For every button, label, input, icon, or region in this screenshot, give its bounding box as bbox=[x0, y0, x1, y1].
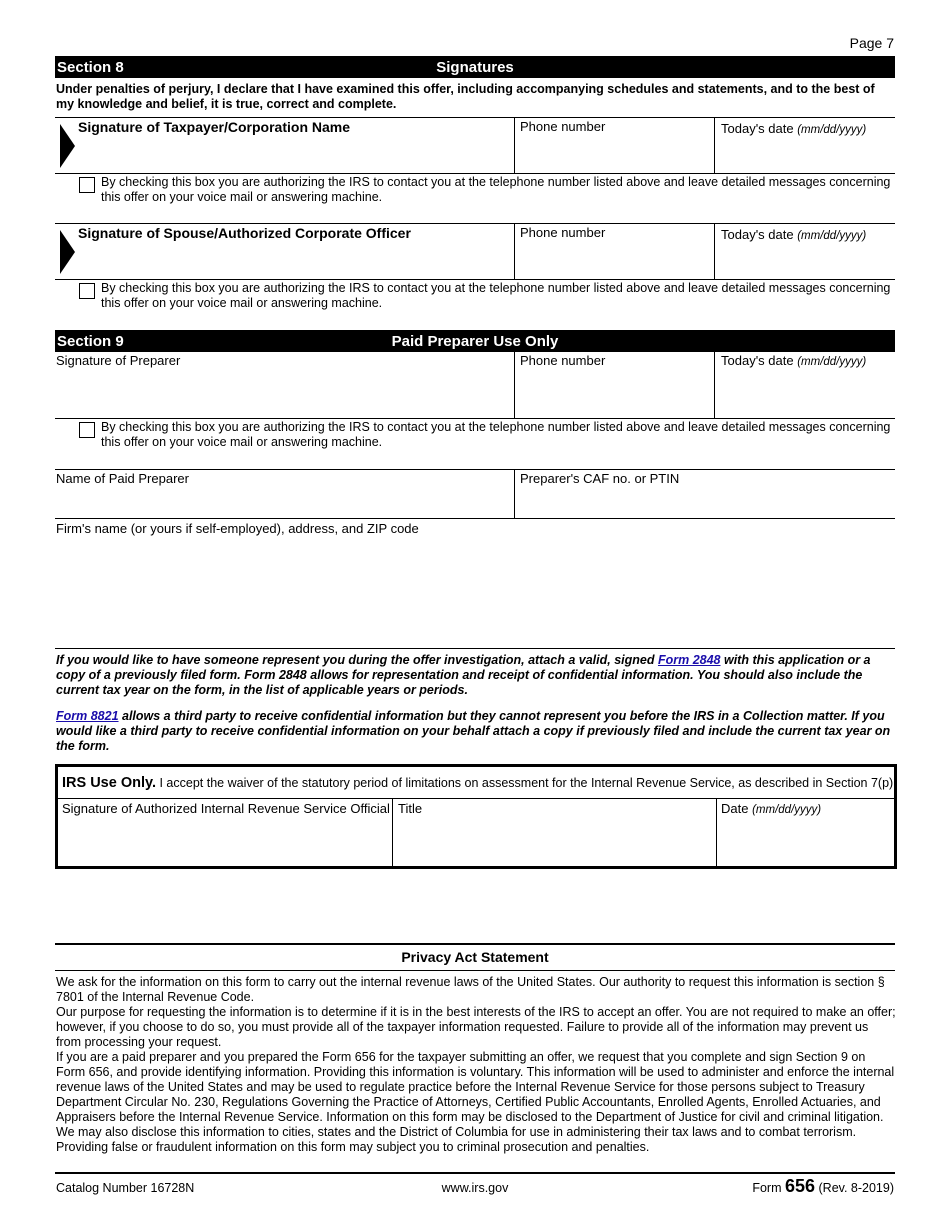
date-label: Today's date bbox=[721, 121, 794, 136]
page-number: Page 7 bbox=[849, 35, 894, 51]
section-8-header bbox=[55, 56, 895, 78]
date-format: (mm/dd/yyyy) bbox=[797, 124, 867, 136]
section-8-title: Signatures bbox=[436, 59, 514, 76]
preparer-name-field[interactable]: Name of Paid Preparer bbox=[56, 471, 189, 486]
preparer-contact-checkbox[interactable] bbox=[79, 422, 95, 438]
form-identifier: Form 656 (Rev. 8-2019) bbox=[752, 1176, 894, 1196]
preparer-date-field[interactable] bbox=[721, 353, 866, 368]
taxpayer-contact-text: By checking this box you are authorizing the IRS to contact you at the telephone number listed above and leave detailed messages concerning this offer on your voice mail or answering machine. bbox=[101, 175, 891, 204]
spouse-date-field[interactable] bbox=[721, 227, 866, 242]
privacy-paragraph: If you are a paid preparer and you prepared the Form 656 for the taxpayer submitting an offer, we request that you complete and sign Section 9 on Form 656, and provide identifying information. Providing this information is voluntary. This information will be used to administer and enforce the internal revenue laws of the United States and may be used to regulate practice before the Internal Revenue Service for those persons subject to Treasury Department Circular No. 230, Regulations Governing the Practice of Attorneys, Certified Public Accountants, Enrolled Agents, Enrolled Actuaries, and Appraisers before the Internal Revenue Service. Information on this form may be disclosed to the Department of Justice for civil and criminal litigation. bbox=[56, 1050, 895, 1124]
catalog-number: Catalog Number 16728N bbox=[56, 1181, 195, 1195]
date-label: Today's date bbox=[721, 353, 794, 368]
spouse-phone-field[interactable]: Phone number bbox=[520, 225, 606, 240]
irs-waiver-statement: IRS Use Only. I accept the waiver of the statutory period of limitations on assessment for the Internal Revenue Service, as described in Section 7(p). bbox=[62, 775, 897, 791]
irs-website-link[interactable]: www.irs.gov bbox=[441, 1181, 509, 1195]
privacy-paragraph: Our purpose for requesting the information is to determine if it is in the best interests of the IRS to accept an offer. You are not required to make an offer; however, if you choose to do so, you must provide all of the taxpayer information requested. Failure to provide all of the information may prevent us from processing your request. bbox=[56, 1005, 896, 1049]
spouse-contact-checkbox[interactable] bbox=[79, 283, 95, 299]
privacy-act-title: Privacy Act Statement bbox=[401, 949, 549, 965]
irs-date-field[interactable]: Date (mm/dd/yyyy) bbox=[721, 801, 822, 816]
privacy-paragraph: We may also disclose this information to cities, states and the District of Columbia for use in administering their tax laws and to combat terrorism. bbox=[56, 1125, 857, 1139]
privacy-paragraph: We ask for the information on this form to carry out the internal revenue laws of the United States. Our authority to request this information is section § 7801 of the Internal Revenue Code. bbox=[56, 975, 885, 1004]
preparer-contact-text: By checking this box you are authorizing the IRS to contact you at the telephone number listed above and leave detailed messages concerning this offer on your voice mail or answering machine. bbox=[101, 420, 891, 449]
sign-here-arrow-icon bbox=[60, 230, 75, 274]
taxpayer-date-field[interactable] bbox=[721, 121, 866, 136]
irs-title-field[interactable]: Title bbox=[398, 801, 423, 816]
section-8-label: Section 8 bbox=[57, 59, 124, 76]
firm-info-field[interactable]: Firm's name (or yours if self-employed), address, and ZIP code bbox=[56, 521, 419, 536]
spouse-contact-text: By checking this box you are authorizing the IRS to contact you at the telephone number listed above and leave detailed messages concerning this offer on your voice mail or answering machine. bbox=[101, 281, 891, 310]
privacy-paragraph: Providing false or fraudulent information on this form may subject you to criminal prosecution and penalties. bbox=[56, 1140, 650, 1154]
taxpayer-contact-checkbox[interactable] bbox=[79, 177, 95, 193]
preparer-caf-field[interactable]: Preparer's CAF no. or PTIN bbox=[520, 471, 680, 486]
privacy-act-body bbox=[56, 975, 896, 1155]
form-2848-note: If you would like to have someone represent you during the offer investigation, attach a valid, signed Form 2848 with this application or a copy of a previously filed form. Form 2848 allows for representation and receipt of confidential information. You should also include the current tax year on the form, in the list of applicable years or periods. bbox=[56, 653, 871, 697]
spouse-signature-field[interactable]: Signature of Spouse/Authorized Corporate Officer bbox=[78, 225, 411, 241]
taxpayer-signature-field[interactable]: Signature of Taxpayer/Corporation Name bbox=[78, 119, 351, 135]
preparer-signature-field[interactable]: Signature of Preparer bbox=[56, 353, 181, 368]
form-8821-note: Form 8821 allows a third party to receive confidential information but they cannot represent you before the IRS in a Collection matter. If you would like a third party to receive confidential information on your behalf attach a copy if previously filed and include the current tax year on the form. bbox=[56, 709, 891, 753]
date-label: Today's date bbox=[721, 227, 794, 242]
preparer-phone-field[interactable]: Phone number bbox=[520, 353, 606, 368]
taxpayer-phone-field[interactable]: Phone number bbox=[520, 119, 606, 134]
irs-official-signature-field[interactable]: Signature of Authorized Internal Revenue Service Official bbox=[62, 801, 390, 816]
irs-use-only-box bbox=[55, 764, 897, 869]
section-9-label: Section 9 bbox=[57, 333, 124, 350]
section-9-title: Paid Preparer Use Only bbox=[391, 333, 559, 350]
sign-here-arrow-icon bbox=[60, 124, 75, 168]
form-2848-link[interactable]: Form 2848 bbox=[657, 653, 721, 667]
section-9-header bbox=[55, 330, 895, 352]
date-format: (mm/dd/yyyy) bbox=[797, 230, 867, 242]
date-format: (mm/dd/yyyy) bbox=[797, 356, 867, 368]
perjury-declaration: Under penalties of perjury, I declare that I have examined this offer, including accompanying schedules and statements, and to the best of my knowledge and belief, it is true, correct and complete. bbox=[56, 82, 875, 111]
form-8821-link[interactable]: Form 8821 bbox=[56, 709, 119, 723]
